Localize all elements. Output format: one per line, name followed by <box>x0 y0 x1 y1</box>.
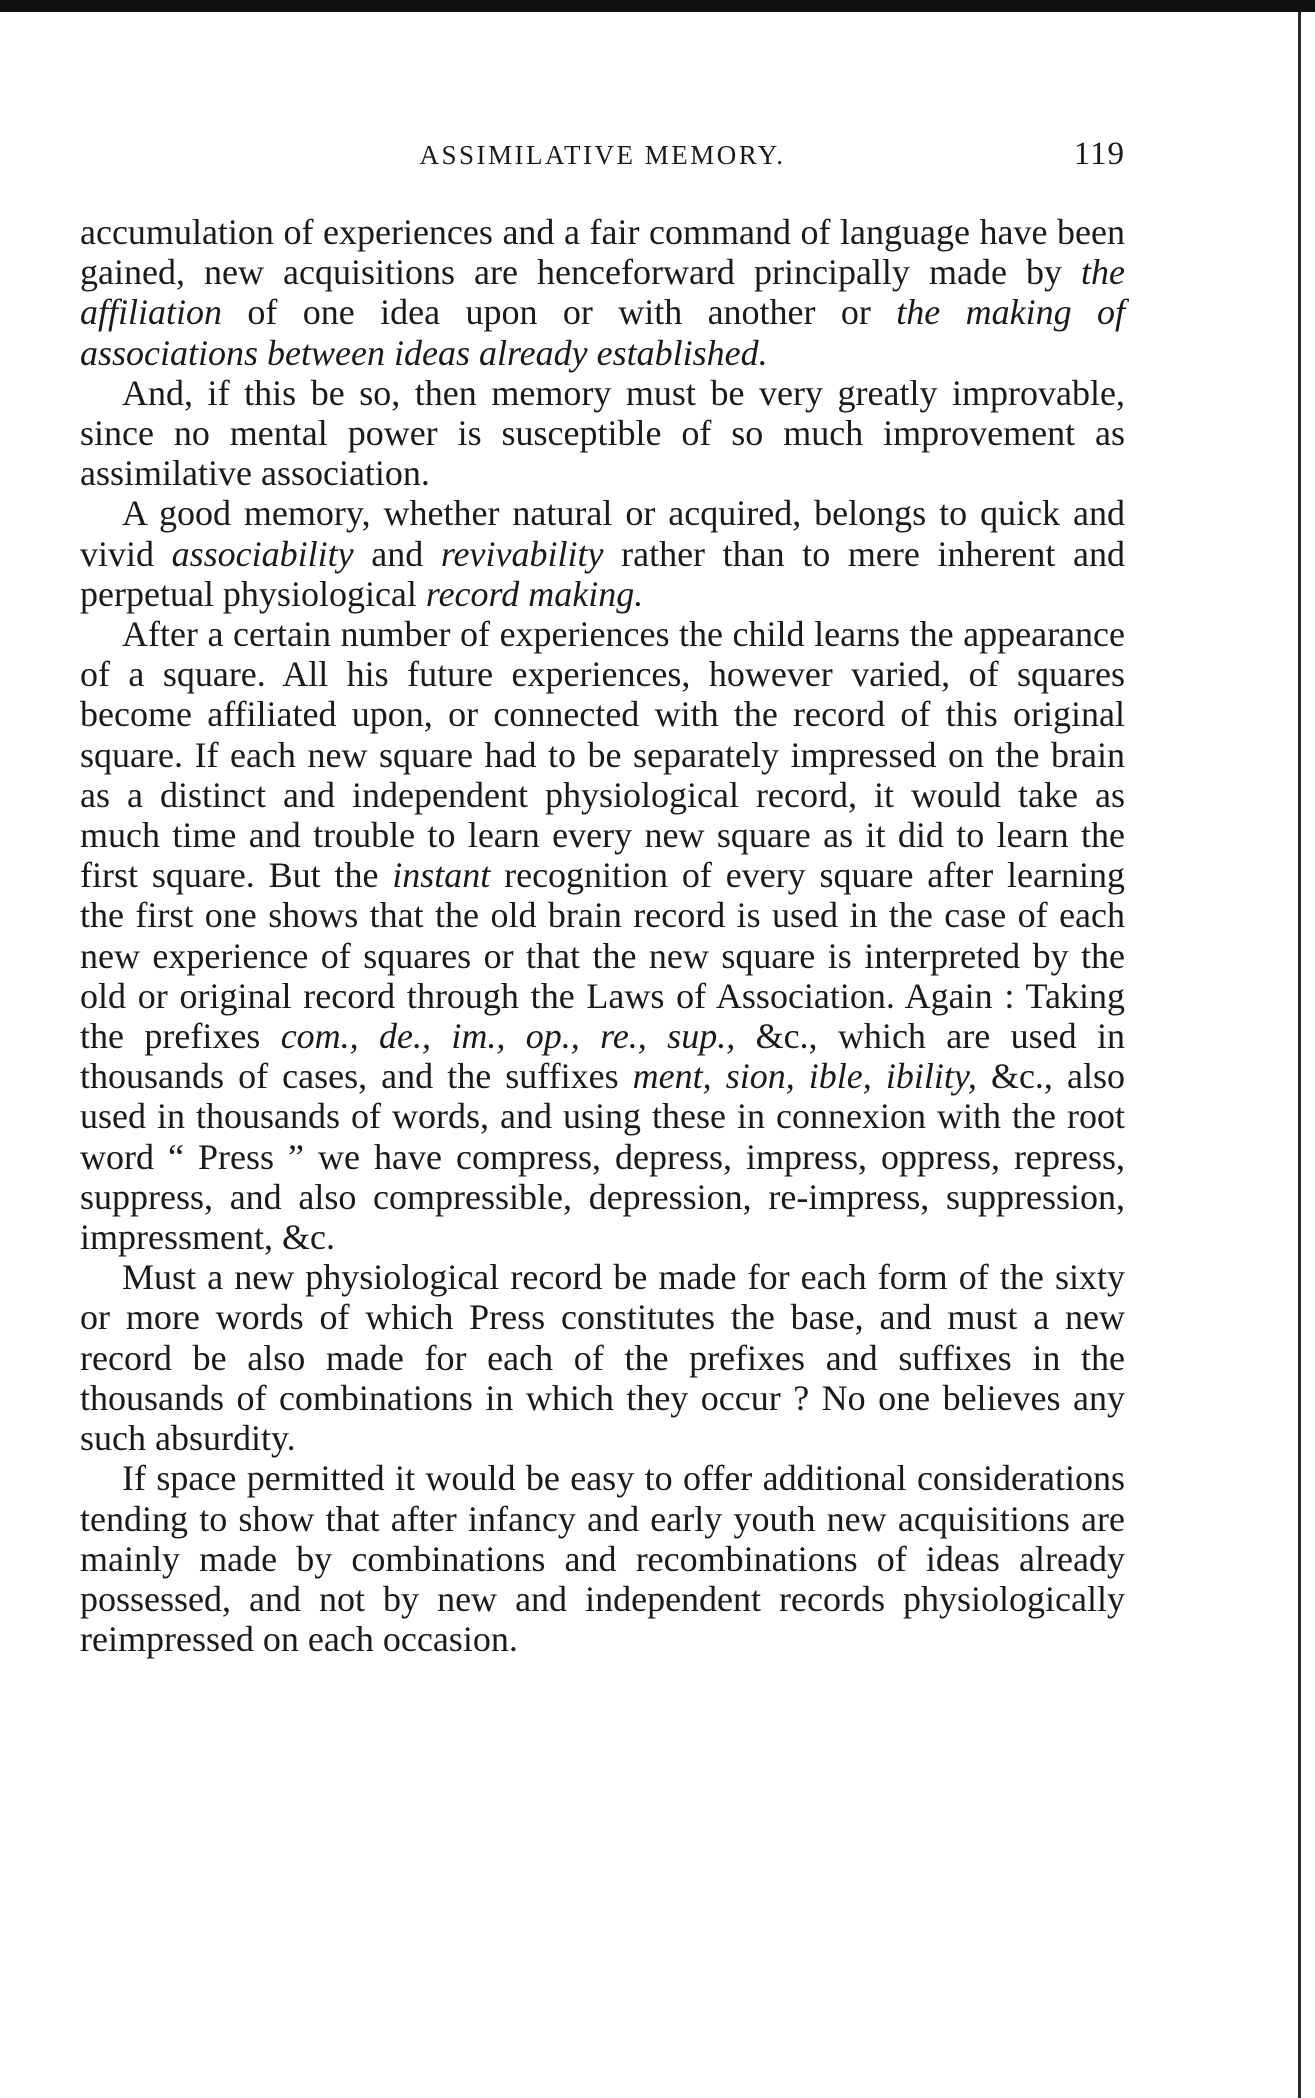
text-run: A good memory, whether natural or acquired, belongs to quick and vivid <box>80 493 1125 574</box>
page-number: 119 <box>1073 136 1125 172</box>
italic-text-run: associability <box>171 533 354 574</box>
page-top-border <box>0 0 1315 12</box>
text-run: accumulation of experiences and a fair command of language have been gained, new acquisitions are henceforward principally made by <box>80 212 1125 293</box>
text-run: If space permitted it would be easy to offer additional considerations tending to show that after infancy and early youth new acquisitions are mainly made by combinations and recombinations of ideas already possessed, and not by new and independent records physiologically reimpressed on each occasion. <box>80 1458 1125 1660</box>
italic-text-run: the making of associations between ideas already established. <box>80 292 1125 373</box>
body-text <box>80 212 1125 1659</box>
paragraph <box>80 1458 1125 1659</box>
text-run: rather than to mere inherent and perpetual physiological <box>80 533 1126 614</box>
italic-text-run: the affiliation <box>80 252 1125 333</box>
paragraph <box>80 212 1125 373</box>
paragraph <box>80 614 1125 1257</box>
italic-text-run: com., de., im., op., re., sup., <box>280 1016 736 1057</box>
running-title: ASSIMILATIVE MEMORY. <box>419 140 786 170</box>
italic-text-run: record making. <box>425 573 644 614</box>
text-run: &c., which are used in thousands of cases, and the suffixes <box>80 1016 1125 1097</box>
text-run: Must a new physiological record be made for each form of the sixty or more words of which Press constitutes the base, and must a new record be also made for each of the prefixes and suffixes in the thousands of combinations in which they occur ? No one believes any such absurdity. <box>80 1257 1125 1459</box>
text-run: &c., also used in thousands of words, and using these in connexion with the root word “ Press ” we have compress, depress, impress, oppress, repress, suppress, and also compressible, depression, re-impress, suppression, impressment, &c. <box>80 1056 1125 1258</box>
text-run: And, if this be so, then memory must be very greatly improvable, since no mental power is susceptible of so much improvement as assimilative association. <box>80 372 1125 494</box>
paragraph <box>80 1257 1125 1458</box>
paragraph <box>80 493 1125 614</box>
text-run: recognition of every square after learning the first one shows that the old brain record is used in the case of each new experience of squares or that the new square is interpreted by the old or original record through the Laws of Association. Again : Taking the prefixes <box>80 855 1125 1057</box>
italic-text-run: revivability <box>440 533 604 574</box>
italic-text-run: ment, sion, ible, ibility, <box>632 1056 977 1097</box>
text-run: and <box>353 533 441 574</box>
italic-text-run: instant <box>392 855 491 896</box>
text-run: of one idea upon or with another or <box>222 292 897 333</box>
text-run: After a certain number of experiences the child learns the appearance of a square. All his future experiences, however varied, of squares become affiliated upon, or connected with the record of this original square. If each new square had to be separately impressed on the brain as a distinct and independent physiological record, it would take as much time and trouble to learn every new square as it did to learn the first square. But the <box>80 614 1125 896</box>
paragraph <box>80 373 1125 494</box>
page-right-edge <box>1298 12 1301 2098</box>
page-header <box>80 136 1125 180</box>
